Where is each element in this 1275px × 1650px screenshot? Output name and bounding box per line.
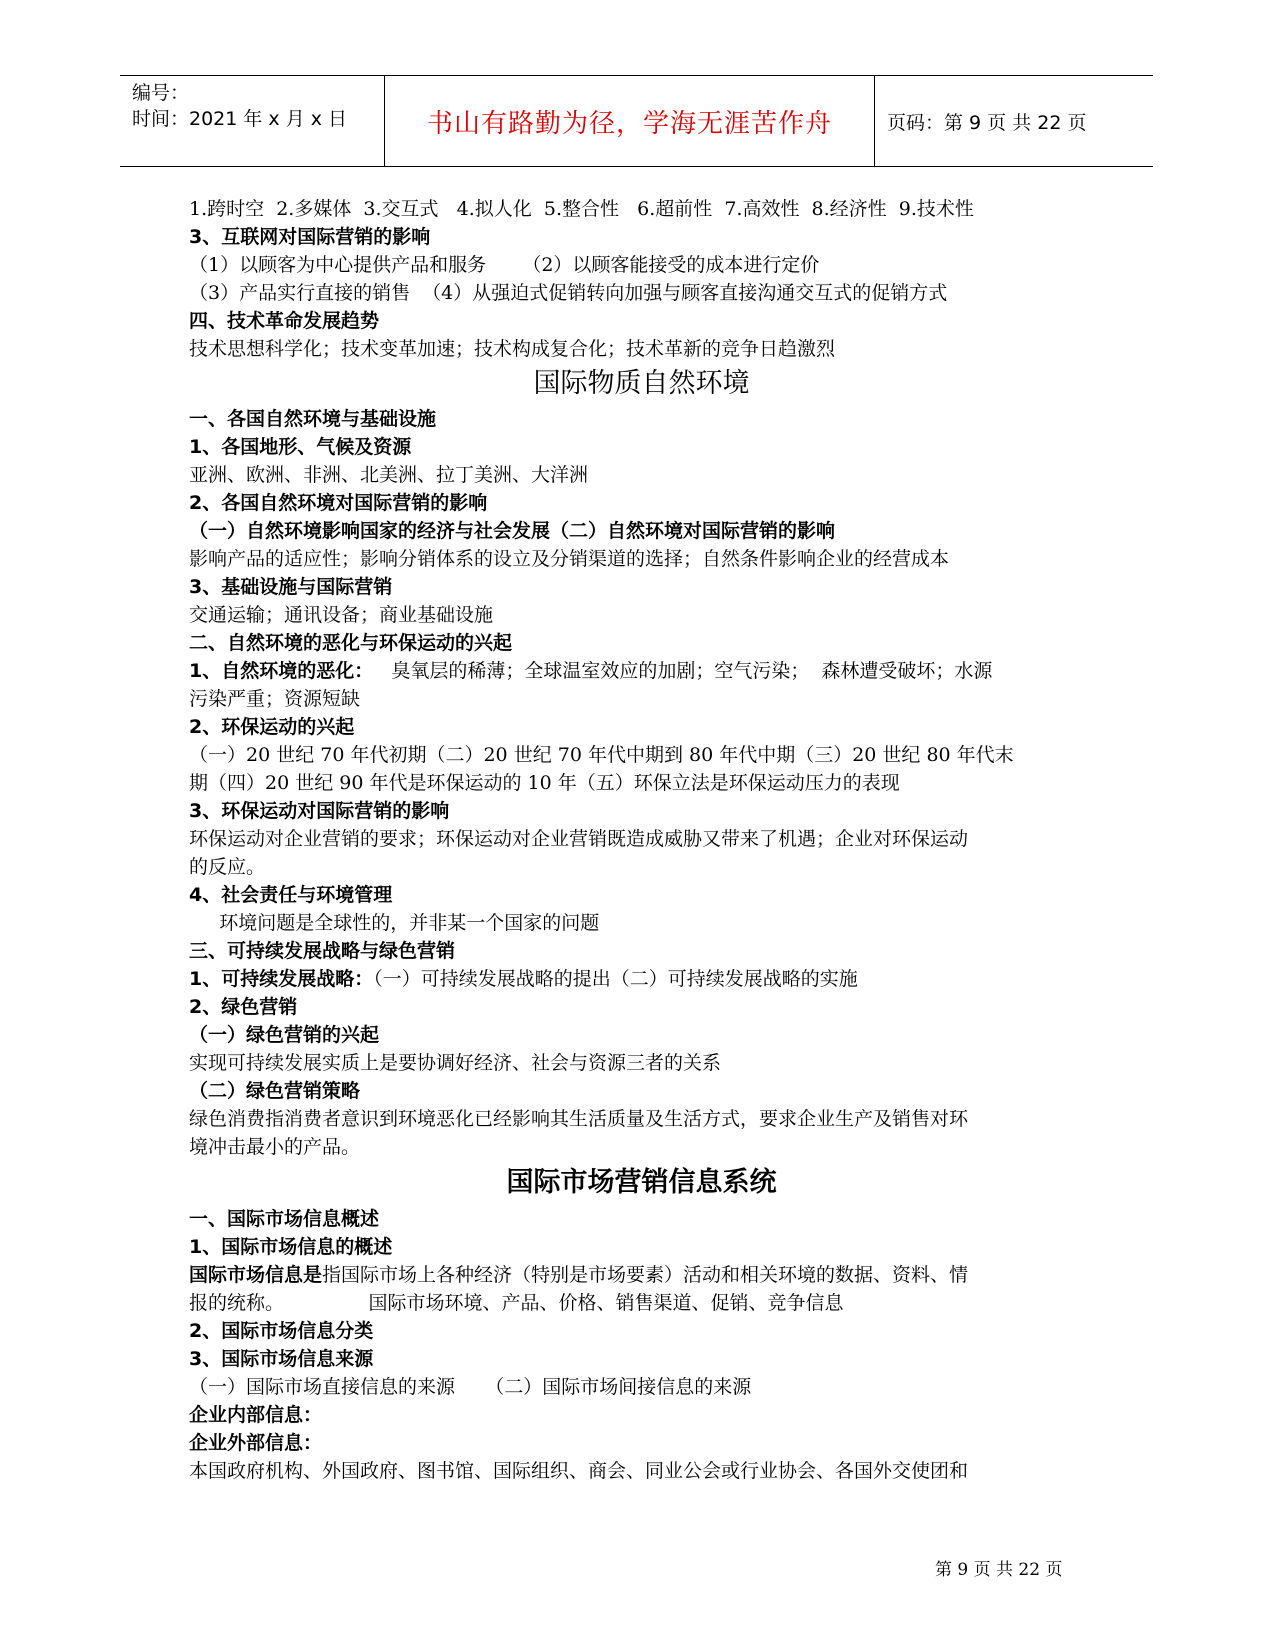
text-line: 报的统称。 国际市场环境、产品、价格、销售渠道、促销、竞争信息 [189,1292,844,1314]
heading-line: 1、国际市场信息的概述 [189,1236,393,1258]
heading-line: 企业内部信息： [189,1404,323,1426]
section-title: 国际市场营销信息系统 [506,1167,777,1198]
text-line: 境冲击最小的产品。 [189,1136,361,1158]
text-line [189,657,1094,685]
header-meta [120,76,385,166]
heading-line: （二）绿色营销策略 [189,1080,361,1102]
heading-line: 1、各国地形、气候及资源 [189,436,412,458]
heading-line: 企业外部信息： [189,1432,323,1454]
heading-line: 2、国际市场信息分类 [189,1320,374,1342]
header-motto: 书山有路勤为径，学海无涯苦作舟 [385,76,875,166]
text-line [189,1261,1094,1289]
text-line: （1）以顾客为中心提供产品和服务 （2）以顾客能接受的成本进行定价 [189,254,820,276]
heading-line: 一、各国自然环境与基础设施 [189,408,437,430]
header-time-label: 时间：2021 年 x 月 x 日 [132,108,348,130]
heading-line: 2、各国自然环境对国际营销的影响 [189,492,488,514]
text-line: 实现可持续发展实质上是要协调好经济、社会与资源三者的关系 [189,1052,722,1074]
line-body: （一）可持续发展战略的提出（二）可持续发展战略的实施 [373,968,858,990]
document-body [189,195,1094,1485]
page-footer: 第 9 页 共 22 页 [935,1560,1063,1580]
text-line: （一）国际市场直接信息的来源 （二）国际市场间接信息的来源 [189,1376,752,1398]
heading-line: 三、可持续发展战略与绿色营销 [189,940,456,962]
heading-line: 四、技术革命发展趋势 [189,310,380,332]
text-line: （一）20 世纪 70 年代初期（二）20 世纪 70 年代中期到 80 年代中期（三）20 世纪 80 年代末 [189,744,1014,766]
heading-line: （一）绿色营销的兴起 [189,1024,380,1046]
line-heading: 1、自然环境的恶化： [189,660,374,682]
heading-line: 2、环保运动的兴起 [189,716,355,738]
heading-line: 3、国际市场信息来源 [189,1348,374,1370]
line-heading: 1、可持续发展战略： [189,968,374,990]
text-line: 绿色消费指消费者意识到环境恶化已经影响其生活质量及生活方式，要求企业生产及销售对环 [189,1108,969,1130]
heading-line: （一）自然环境影响国家的经济与社会发展（二）自然环境对国际营销的影响 [189,520,836,542]
text-line: 的反应。 [189,856,266,878]
heading-line: 一、国际市场信息概述 [189,1208,380,1230]
heading-line: 3、环保运动对国际营销的影响 [189,800,450,822]
heading-line: 2、绿色营销 [189,996,298,1018]
heading-line: 3、互联网对国际营销的影响 [189,226,431,248]
text-line: 期（四）20 世纪 90 年代是环保运动的 10 年（五）环保立法是环保运动压力的表现 [189,772,900,794]
text-line: 影响产品的适应性；影响分销体系的设立及分销渠道的选择；自然条件影响企业的经营成本 [189,548,950,570]
text-line: 本国政府机构、外国政府、图书馆、国际组织、商会、同业公会或行业协会、各国外交使团和 [189,1460,969,1482]
line-body: 臭氧层的稀薄；全球温室效应的加剧；空气污染； 森林遭受破坏；水源 [373,660,993,682]
section-title: 国际物质自然环境 [533,368,750,399]
text-line [189,965,1094,993]
header-page-label: 页码：第 9 页 共 22 页 [887,111,1087,134]
text-line: 亚洲、欧洲、非洲、北美洲、拉丁美洲、大洋洲 [189,464,589,486]
text-line: 1.跨时空 2.多媒体 3.交互式 4.拟人化 5.整合性 6.超前性 7.高效性 8.经济性 9.技术性 [189,198,974,220]
text-line: 污染严重；资源短缺 [189,688,361,710]
header-number-label: 编号： [132,82,190,104]
text-line: 技术思想科学化；技术变革加速；技术构成复合化；技术革新的竞争日趋激烈 [189,338,836,360]
text-line: （3）产品实行直接的销售 （4）从强迫式促销转向加强与顾客直接沟通交互式的促销方式 [189,282,948,304]
line-body: 指国际市场上各种经济（特别是市场要素）活动和相关环境的数据、资料、情 [322,1264,969,1286]
text-line: 环境问题是全球性的，并非某一个国家的问题 [189,912,600,934]
page-header [120,75,1153,167]
heading-line: 二、自然环境的恶化与环保运动的兴起 [189,632,513,654]
heading-line: 4、社会责任与环境管理 [189,884,393,906]
heading-line: 3、基础设施与国际营销 [189,576,393,598]
text-line: 环保运动对企业营销的要求；环保运动对企业营销既造成威胁又带来了机遇；企业对环保运动 [189,828,969,850]
line-heading: 国际市场信息是 [189,1264,323,1286]
text-line: 交通运输；通讯设备；商业基础设施 [189,604,494,626]
